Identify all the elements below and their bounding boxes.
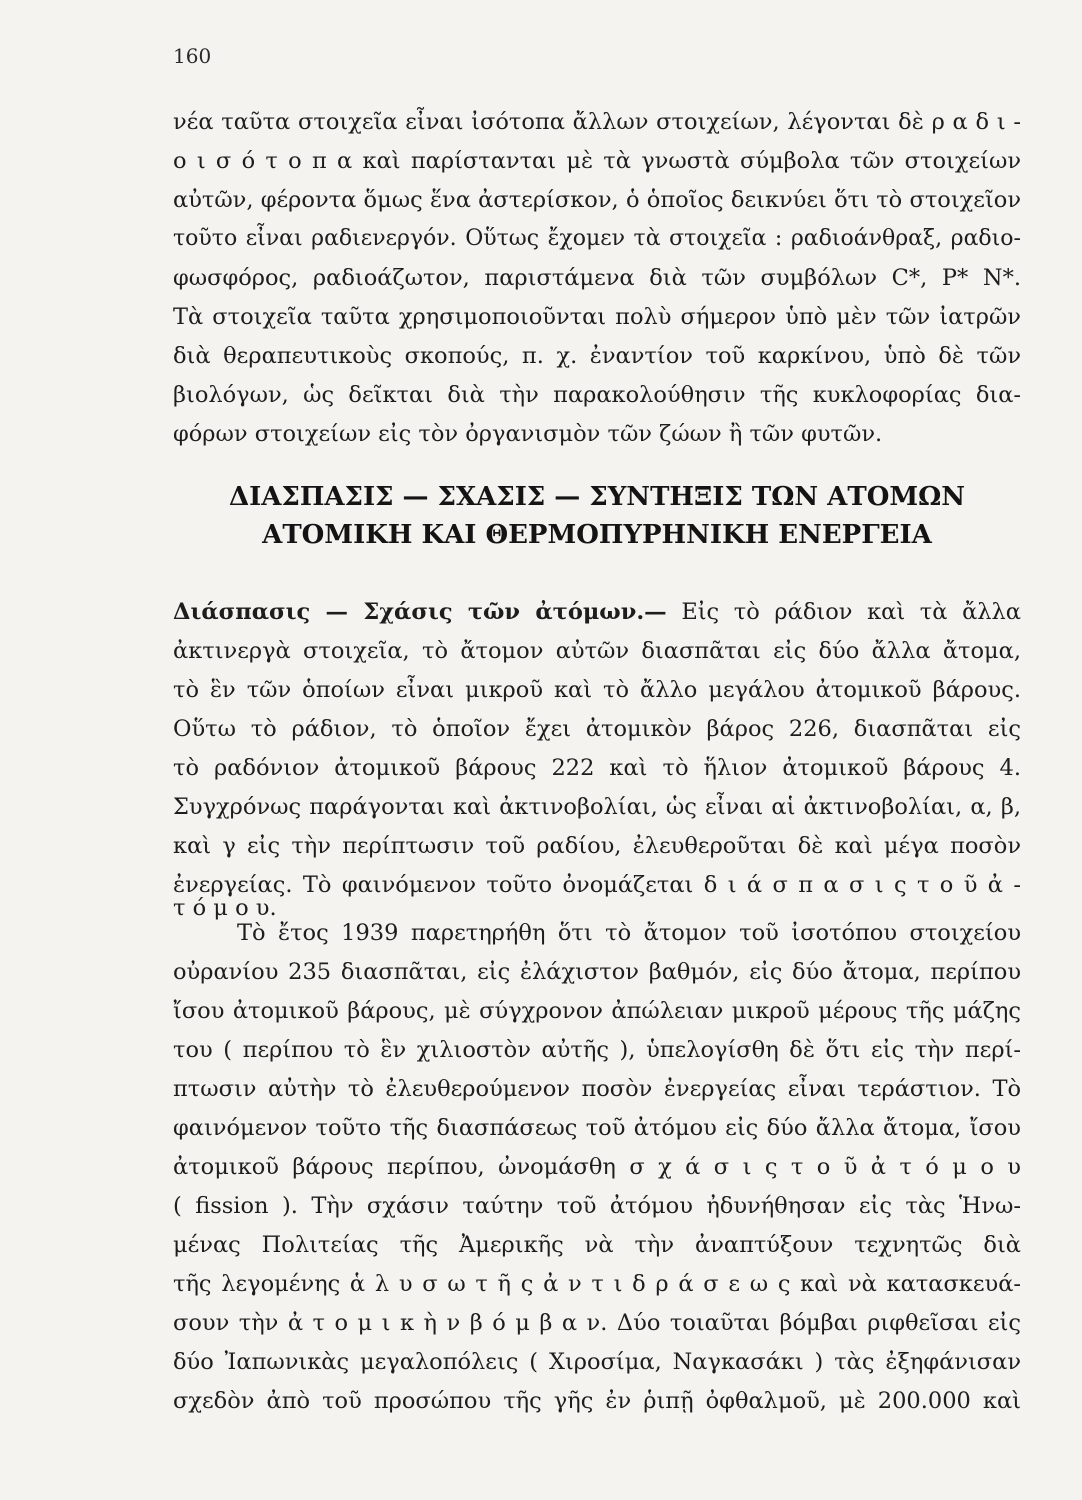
text-line: δύο Ἰαπωνικὰς μεγαλοπόλεις ( Χιροσίμα, Ναγκασάκι ) τὰς ἐξηφάνισαν — [173, 1349, 1021, 1375]
text-line: τοῦτο εἶναι ραδιενεργόν. Οὕτως ἔχομεν τὰ στοιχεῖα : ραδιοάνθραξ, ραδιο- — [173, 226, 1021, 251]
text-line: Τὸ ἔτος 1939 παρετηρήθη ὅτι τὸ ἄτομον τοῦ ἰσοτόπου στοιχείου — [237, 920, 1021, 946]
text-line: σχεδὸν ἀπὸ τοῦ προσώπου τῆς γῆς ἐν ῥιπῇ ὀφθαλμοῦ, μὲ 200.000 καὶ — [173, 1388, 1021, 1414]
section-heading-line-1: ΔΙΑΣΠΑΣΙΣ — ΣΧΑΣΙΣ — ΣΥΝΤΗΞΙΣ ΤΩΝ ΑΤΟΜΩΝ — [228, 482, 966, 512]
text-line: αὐτῶν, φέροντα ὅμως ἕνα ἀστερίσκον, ὁ ὁποῖος δεικνύει ὅτι τὸ στοιχεῖον — [173, 187, 1021, 213]
text-line: Οὕτω τὸ ράδιον, τὸ ὁποῖον ἔχει ἀτομικὸν βάρος 226, διασπᾶται εἰς — [173, 716, 1021, 742]
text-line: φωσφόρος, ραδιοάζωτον, παριστάμενα διὰ τῶν συμβόλων C*, P* N*. — [173, 265, 1021, 291]
text-line: φαινόμενον τοῦτο τῆς διασπάσεως τοῦ ἀτόμου εἰς δύο ἄλλα ἄτομα, ἴσου — [173, 1115, 1021, 1141]
page-number: 160 — [173, 44, 212, 68]
section-first-line-rest: Εἰς τὸ ράδιον καὶ τὰ ἄλλα — [681, 599, 1021, 625]
text-line: σουν τὴν ἀ τ ο μ ι κ ὴ ν β ό μ β α ν. Δύο τοιαῦται βόμβαι ριφθεῖσαι εἰς — [173, 1310, 1021, 1336]
text-line: οὐρανίου 235 διασπᾶται, εἰς ἐλάχιστον βαθμόν, εἰς δύο ἄτομα, περίπου — [173, 959, 1021, 985]
text-line: ἐνεργείας. Τὸ φαινόμενον τοῦτο ὀνομάζεται δ ι ά σ π α σ ι ς τ ο ῦ ἀ - — [173, 872, 1021, 898]
text-line: μένας Πολιτείας τῆς Ἀμερικῆς νὰ τὴν ἀναπτύξουν τεχνητῶς διὰ — [173, 1232, 1021, 1258]
section-first-line — [173, 597, 1021, 627]
text-line: νέα ταῦτα στοιχεῖα εἶναι ἰσότοπα ἄλλων στοιχείων, λέγονται δὲ ρ α δ ι - — [173, 109, 1021, 135]
text-line: του ( περίπου τὸ ἓν χιλιοστὸν αὐτῆς ), ὑπελογίσθη δὲ ὅτι εἰς τὴν περί- — [173, 1037, 1021, 1063]
text-line: καὶ γ εἰς τὴν περίπτωσιν τοῦ ραδίου, ἐλευθεροῦται δὲ καὶ μέγα ποσὸν — [173, 833, 1021, 859]
text-line: τὸ ἓν τῶν ὁποίων εἶναι μικροῦ καὶ τὸ ἄλλο μεγάλου ἀτομικοῦ βάρους. — [173, 677, 1021, 703]
text-line: φόρων στοιχείων εἰς τὸν ὀργανισμὸν τῶν ζώων ἢ τῶν φυτῶν. — [173, 421, 883, 447]
text-line: τ ό μ ο υ. — [173, 895, 277, 921]
text-line: τῆς λεγομένης ἁ λ υ σ ω τ ῆ ς ἀ ν τ ι δ ρ ά σ ε ω ς καὶ νὰ κατασκευά- — [173, 1271, 1021, 1297]
text-line: Τὰ στοιχεῖα ταῦτα χρησιμοποιοῦνται πολὺ σήμερον ὑπὸ μὲν τῶν ἰατρῶν — [173, 304, 1021, 330]
text-line: Συγχρόνως παράγονται καὶ ἀκτινοβολίαι, ὡς εἶναι αἱ ἀκτινοβολίαι, α, β, — [173, 794, 1021, 820]
text-line: διὰ θεραπευτικοὺς σκοπούς, π. χ. ἐναντίον τοῦ καρκίνου, ὑπὸ δὲ τῶν — [173, 343, 1021, 369]
text-line: ( fission ). Τὴν σχάσιν ταύτην τοῦ ἀτόμου ἠδυνήθησαν εἰς τὰς Ἡνω- — [173, 1193, 1021, 1219]
text-line: βιολόγων, ὡς δεῖκται διὰ τὴν παρακολούθησιν τῆς κυκλοφορίας δια- — [173, 382, 1021, 408]
section-heading-line-2: ΑΤΟΜΙΚΗ ΚΑΙ ΘΕΡΜΟΠΥΡΗΝΙΚΗ ΕΝΕΡΓΕΙΑ — [262, 520, 932, 550]
section-title: Διάσπασις — Σχάσις τῶν ἀτόμων.— — [173, 599, 667, 625]
text-line: ἀκτινεργὰ στοιχεῖα, τὸ ἄτομον αὐτῶν διασπᾶται εἰς δύο ἄλλα ἄτομα, — [173, 638, 1021, 664]
text-line: ο ι σ ό τ ο π α καὶ παρίστανται μὲ τὰ γνωστὰ σύμβολα τῶν στοιχείων — [173, 148, 1021, 174]
text-line: τὸ ραδόνιον ἀτομικοῦ βάρους 222 καὶ τὸ ἥλιον ἀτομικοῦ βάρους 4. — [173, 755, 1021, 781]
text-line: ἀτομικοῦ βάρους περίπου, ὠνομάσθη σ χ ά σ ι ς τ ο ῦ ἀ τ ό μ ο υ — [173, 1154, 1021, 1180]
text-line: πτωσιν αὐτὴν τὸ ἐλευθερούμενον ποσὸν ἐνεργείας εἶναι τεράστιον. Τὸ — [173, 1076, 1021, 1102]
text-line: ἴσου ἀτομικοῦ βάρους, μὲ σύγχρονον ἀπώλειαν μικροῦ μέρους τῆς μάζης — [173, 998, 1021, 1024]
